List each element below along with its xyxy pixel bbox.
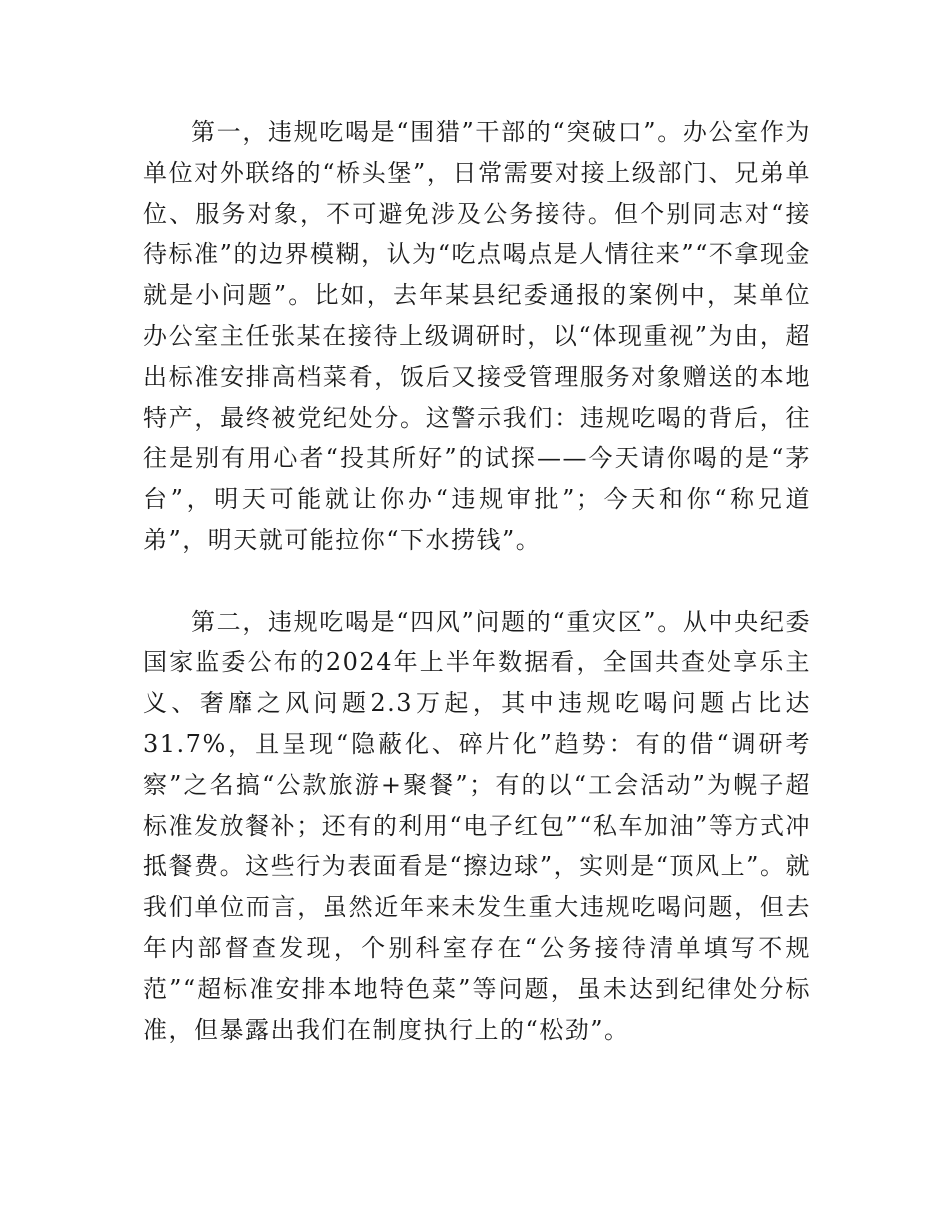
paragraph-2: 第二，违规吃喝是“四风”问题的“重灾区”。从中央纪委国家监委公布的2024年上半年数据看，全国共查处享乐主义、奢靡之风问题2.3万起，其中违规吃喝问题占比达31.7%，且呈现“隐蔽化、碎片化”趋势：有的借“调研考察”之名搞“公款旅游+聚餐”；有的以“工会活动”为幌子超标准发放餐补；还有的利用“电子红包”“私车加油”等方式冲抵餐费。这些行为表面看是“擦边球”，实则是“顶风上”。就我们单位而言，虽然近年来未发生重大违规吃喝问题，但去年内部督查发现，个别科室存在“公务接待清单填写不规范”“超标准安排本地特色菜”等问题，虽未达到纪律处分标准，但暴露出我们在制度执行上的“松劲”。 xyxy=(143,607,811,1044)
body-text xyxy=(143,112,811,1050)
paragraph-1: 第一，违规吃喝是“围猎”干部的“突破口”。办公室作为单位对外联络的“桥头堡”，日常需要对接上级部门、兄弟单位、服务对象，不可避免涉及公务接待。但个别同志对“接待标准”的边界模糊，认为“吃点喝点是人情往来”“不拿现金就是小问题”。比如，去年某县纪委通报的案例中，某单位办公室主任张某在接待上级调研时，以“体现重视”为由，超出标准安排高档菜肴，饭后又接受管理服务对象赠送的本地特产，最终被党纪处分。这警示我们：违规吃喝的背后，往往是别有用心者“投其所好”的试探——今天请你喝的是“茅台”，明天可能就让你办“违规审批”；今天和你“称兄道弟”，明天就可能拉你“下水捞钱”。 xyxy=(143,118,811,554)
